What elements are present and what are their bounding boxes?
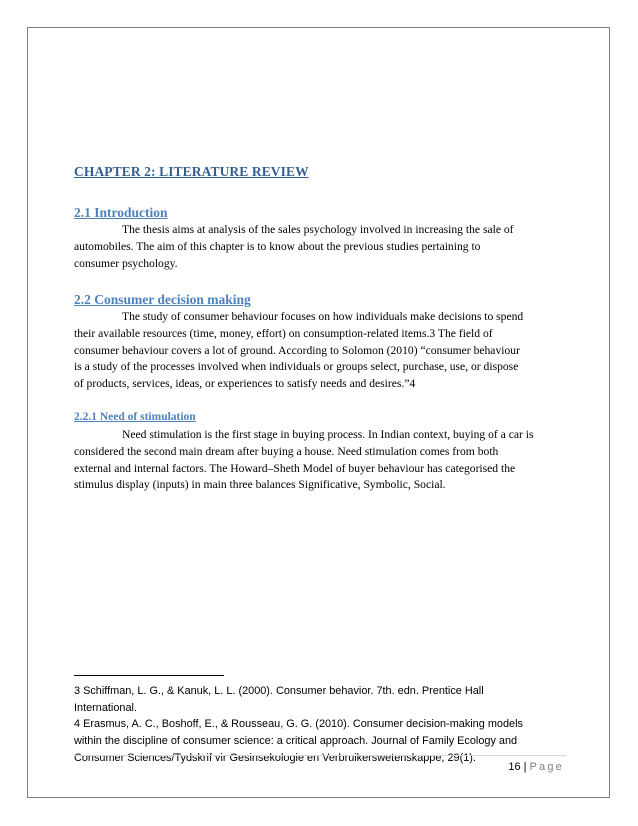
paragraph-line: external and internal factors. The Howard–Sheth Model of buyer behaviour has categorised the bbox=[74, 461, 516, 475]
paragraph-consumer-decision-making bbox=[74, 309, 566, 393]
paragraph-line: is a study of the processes involved when individuals or groups select, purchase, use, or dispose bbox=[74, 360, 519, 374]
subsection-heading-need-of-stimulation: 2.2.1 Need of stimulation bbox=[74, 411, 196, 423]
paragraph-line: of products, services, ideas, or experiences to satisfy needs and desires.”4 bbox=[74, 377, 416, 391]
paragraph-line: stimulus display (inputs) in main three balances Significative, Symbolic, Social. bbox=[74, 478, 446, 492]
page-number: 16 bbox=[508, 761, 521, 773]
paragraph-need-of-stimulation bbox=[74, 427, 566, 494]
paragraph-line: consumer psychology. bbox=[74, 256, 178, 270]
paragraph-line: considered the second main dream after buying a house. Need stimulation comes from both bbox=[74, 444, 499, 458]
paragraph-line: Need stimulation is the first stage in buying process. In Indian context, buying of a car is bbox=[122, 428, 534, 441]
page-footer bbox=[508, 761, 564, 773]
footnote-line: 3 Schiffman, L. G., & Kanuk, L. L. (2000). Consumer behavior. 7th. edn. Prentice Hall bbox=[74, 685, 484, 697]
paragraph-line: The thesis aims at analysis of the sales psychology involved in increasing the sale of bbox=[122, 223, 514, 236]
page-label: Page bbox=[529, 761, 564, 773]
footnote-line: International. bbox=[74, 701, 137, 714]
footnote-line: within the discipline of consumer science: a critical approach. Journal of Family Ecology and bbox=[74, 735, 518, 748]
section-heading-introduction: 2.1 Introduction bbox=[74, 205, 168, 220]
paragraph-line: consumer behaviour covers a lot of ground. According to Solomon (2010) “consumer behaviour bbox=[74, 343, 520, 357]
footnote-line: Consumer Sciences/Tydskrif vir Gesinsekologie en Verbruikerswetenskappe, 29(1). bbox=[74, 751, 476, 764]
paragraph-line: The study of consumer behaviour focuses on how individuals make decisions to spend bbox=[122, 310, 524, 323]
chapter-title: CHAPTER 2: LITERATURE REVIEW bbox=[74, 164, 309, 179]
footer-separator: | bbox=[523, 761, 527, 773]
footnote-separator bbox=[74, 675, 224, 676]
paragraph-line: automobiles. The aim of this chapter is to know about the previous studies pertaining to bbox=[74, 239, 481, 253]
section-heading-consumer-decision-making: 2.2 Consumer decision making bbox=[74, 292, 251, 307]
footnote-line: 4 Erasmus, A. C., Boshoff, E., & Rousseau, G. G. (2010). Consumer decision-making models bbox=[74, 718, 523, 731]
paragraph-line: their available resources (time, money, effort) on consumption-related items.3 The field of bbox=[74, 326, 493, 340]
footer-rule bbox=[74, 755, 566, 756]
paragraph-introduction bbox=[74, 222, 566, 272]
footnotes bbox=[74, 683, 554, 767]
